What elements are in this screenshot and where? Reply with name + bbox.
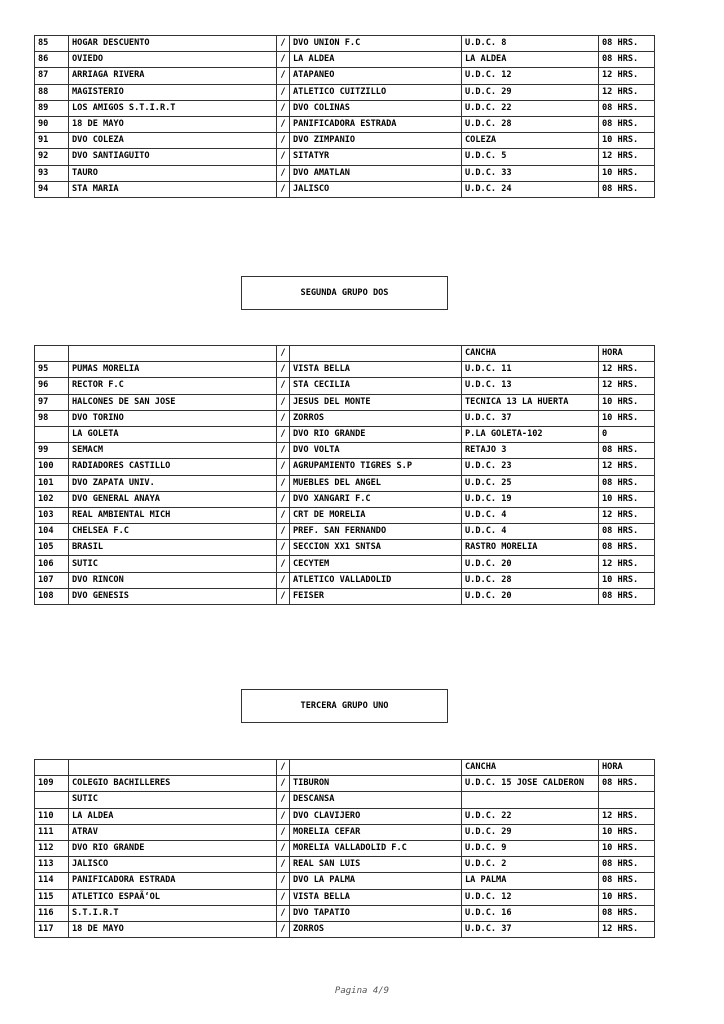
venue-cell: U.D.C. 28 [462,116,599,132]
venue-cell: U.D.C. 24 [462,181,599,197]
away-team-cell: VISTA BELLA [290,889,462,905]
away-team-cell: SECCION XX1 SNTSA [290,540,462,556]
time-cell: 08 HRS. [599,116,655,132]
home-team-cell: HOGAR DESCUENTO [69,36,277,52]
home-team-cell: DVO RIO GRANDE [69,840,277,856]
away-team-cell [290,346,462,362]
time-cell: 12 HRS. [599,84,655,100]
away-team-cell: ATLETICO VALLADOLID [290,572,462,588]
time-cell: HORA [599,346,655,362]
home-team-cell: JALISCO [69,857,277,873]
time-cell: 12 HRS. [599,362,655,378]
home-team-cell: MAGISTERIO [69,84,277,100]
separator-cell: / [277,378,290,394]
away-team-cell: LA ALDEA [290,52,462,68]
separator-cell: / [277,165,290,181]
time-cell: 12 HRS. [599,507,655,523]
away-team-cell: DVO COLINAS [290,100,462,116]
away-team-cell: SITATYR [290,149,462,165]
table-header-row [35,760,655,776]
match-number-cell: 86 [35,52,69,68]
away-team-cell: VISTA BELLA [290,362,462,378]
page-footer: Pagina 4/9 [334,986,390,996]
match-number-cell: 96 [35,378,69,394]
table-row [35,889,655,905]
separator-cell: / [277,588,290,604]
match-number-cell: 117 [35,921,69,937]
home-team-cell: PUMAS MORELIA [69,362,277,378]
away-team-cell: REAL SAN LUIS [290,857,462,873]
venue-cell: RETAJO 3 [462,443,599,459]
home-team-cell: BRASIL [69,540,277,556]
match-number-cell: 113 [35,857,69,873]
away-team-cell: DVO TAPATIO [290,905,462,921]
separator-cell: / [277,857,290,873]
away-team-cell: DVO ZIMPANIO [290,133,462,149]
separator-cell: / [277,426,290,442]
home-team-cell: HALCONES DE SAN JOSE [69,394,277,410]
separator-cell: / [277,100,290,116]
match-number-cell: 95 [35,362,69,378]
venue-cell: U.D.C. 16 [462,905,599,921]
separator-cell: / [277,572,290,588]
separator-cell: / [277,556,290,572]
time-cell: 10 HRS. [599,572,655,588]
table-row [35,475,655,491]
time-cell: 12 HRS. [599,459,655,475]
match-number-cell: 106 [35,556,69,572]
away-team-cell: CECYTEM [290,556,462,572]
home-team-cell: SUTIC [69,556,277,572]
separator-cell: / [277,133,290,149]
venue-cell: U.D.C. 13 [462,378,599,394]
table-row [35,149,655,165]
venue-cell: U.D.C. 12 [462,68,599,84]
home-team-cell: DVO TORINO [69,410,277,426]
group-title: SEGUNDA GRUPO DOS [300,288,389,298]
away-team-cell: DVO LA PALMA [290,873,462,889]
venue-cell: U.D.C. 29 [462,84,599,100]
home-team-cell: SUTIC [69,792,277,808]
table-row [35,540,655,556]
schedule-table-body [35,36,655,198]
time-cell: 10 HRS. [599,889,655,905]
time-cell: 12 HRS. [599,68,655,84]
match-number-cell: 105 [35,540,69,556]
venue-cell: U.D.C. 23 [462,459,599,475]
time-cell: 08 HRS. [599,524,655,540]
away-team-cell: DVO CLAVIJERO [290,808,462,824]
venue-cell: U.D.C. 22 [462,100,599,116]
home-team-cell: PANIFICADORA ESTRADA [69,873,277,889]
table-row [35,556,655,572]
away-team-cell: DESCANSA [290,792,462,808]
separator-cell: / [277,394,290,410]
match-number-cell: 101 [35,475,69,491]
time-cell: 08 HRS. [599,776,655,792]
separator-cell: / [277,443,290,459]
away-team-cell: DVO XANGARI F.C [290,491,462,507]
separator-cell: / [277,905,290,921]
away-team-cell: DVO UNION F.C [290,36,462,52]
separator-cell: / [277,52,290,68]
time-cell: 08 HRS. [599,475,655,491]
venue-cell: U.D.C. 25 [462,475,599,491]
table-row [35,181,655,197]
home-team-cell: COLEGIO BACHILLERES [69,776,277,792]
time-cell: 08 HRS. [599,36,655,52]
table-row [35,378,655,394]
venue-cell: U.D.C. 29 [462,824,599,840]
separator-cell: / [277,873,290,889]
table-row [35,426,655,442]
table-row [35,443,655,459]
venue-cell: U.D.C. 15 JOSE CALDERON [462,776,599,792]
schedule-table-1 [34,35,655,198]
time-cell [599,792,655,808]
match-number-cell: 111 [35,824,69,840]
match-number-cell: 99 [35,443,69,459]
away-team-cell: DVO AMATLAN [290,165,462,181]
separator-cell: / [277,776,290,792]
separator-cell: / [277,459,290,475]
away-team-cell: PREF. SAN FERNANDO [290,524,462,540]
time-cell: 10 HRS. [599,824,655,840]
table-row [35,362,655,378]
match-number-cell: 94 [35,181,69,197]
separator-cell: / [277,540,290,556]
separator-cell: / [277,507,290,523]
separator-cell: / [277,824,290,840]
away-team-cell: ATLETICO CUITZILLO [290,84,462,100]
table-row [35,792,655,808]
home-team-cell: ATRAV [69,824,277,840]
away-team-cell: CRT DE MORELIA [290,507,462,523]
home-team-cell: LA GOLETA [69,426,277,442]
time-cell: 10 HRS. [599,165,655,181]
group-title-box [241,689,448,723]
home-team-cell: DVO COLEZA [69,133,277,149]
separator-cell: / [277,362,290,378]
separator-cell: / [277,840,290,856]
table-row [35,410,655,426]
schedule-table-2 [34,345,655,605]
home-team-cell: DVO RINCON [69,572,277,588]
time-cell: 10 HRS. [599,410,655,426]
separator-cell: / [277,491,290,507]
venue-cell: CANCHA [462,760,599,776]
time-cell: 12 HRS. [599,378,655,394]
venue-cell [462,792,599,808]
home-team-cell [69,760,277,776]
schedule-table-3 [34,759,655,938]
table-row [35,459,655,475]
match-number-cell: 90 [35,116,69,132]
venue-cell: U.D.C. 19 [462,491,599,507]
home-team-cell: STA MARIA [69,181,277,197]
match-number-cell: 107 [35,572,69,588]
match-number-cell [35,346,69,362]
match-number-cell: 108 [35,588,69,604]
table-row [35,165,655,181]
home-team-cell: DVO GENESIS [69,588,277,604]
match-number-cell: 92 [35,149,69,165]
match-number-cell [35,760,69,776]
away-team-cell: JESUS DEL MONTE [290,394,462,410]
away-team-cell: PANIFICADORA ESTRADA [290,116,462,132]
venue-cell: LA PALMA [462,873,599,889]
table-row [35,524,655,540]
table-row [35,84,655,100]
time-cell: 12 HRS. [599,556,655,572]
match-number-cell: 87 [35,68,69,84]
away-team-cell: DVO VOLTA [290,443,462,459]
table-row [35,824,655,840]
away-team-cell: MORELIA CEFAR [290,824,462,840]
separator-cell: / [277,475,290,491]
match-number-cell [35,792,69,808]
home-team-cell: DVO SANTIAGUITO [69,149,277,165]
home-team-cell: ATLETICO ESPAÃ‘OL [69,889,277,905]
match-number-cell: 102 [35,491,69,507]
match-number-cell: 109 [35,776,69,792]
venue-cell: U.D.C. 22 [462,808,599,824]
away-team-cell: TIBURON [290,776,462,792]
time-cell: 08 HRS. [599,181,655,197]
match-number-cell: 91 [35,133,69,149]
separator-cell: / [277,181,290,197]
table-row [35,873,655,889]
match-number-cell: 115 [35,889,69,905]
time-cell: 08 HRS. [599,540,655,556]
home-team-cell: LOS AMIGOS S.T.I.R.T [69,100,277,116]
venue-cell: U.D.C. 20 [462,556,599,572]
venue-cell: U.D.C. 9 [462,840,599,856]
away-team-cell: MUEBLES DEL ANGEL [290,475,462,491]
venue-cell: U.D.C. 12 [462,889,599,905]
match-number-cell: 100 [35,459,69,475]
match-number-cell: 103 [35,507,69,523]
match-number-cell: 116 [35,905,69,921]
table-row [35,776,655,792]
table-row [35,840,655,856]
home-team-cell: SEMACM [69,443,277,459]
time-cell: 0 [599,426,655,442]
separator-cell: / [277,116,290,132]
match-number-cell: 97 [35,394,69,410]
home-team-cell: RECTOR F.C [69,378,277,394]
match-number-cell: 98 [35,410,69,426]
venue-cell: U.D.C. 37 [462,410,599,426]
separator-cell: / [277,889,290,905]
venue-cell: LA ALDEA [462,52,599,68]
away-team-cell: MORELIA VALLADOLID F.C [290,840,462,856]
time-cell: 10 HRS. [599,133,655,149]
venue-cell: COLEZA [462,133,599,149]
away-team-cell: DVO RIO GRANDE [290,426,462,442]
match-number-cell: 114 [35,873,69,889]
separator-cell: / [277,346,290,362]
home-team-cell: S.T.I.R.T [69,905,277,921]
away-team-cell [290,760,462,776]
separator-cell: / [277,149,290,165]
table-row [35,491,655,507]
home-team-cell: DVO GENERAL ANAYA [69,491,277,507]
time-cell: 12 HRS. [599,921,655,937]
venue-cell: U.D.C. 28 [462,572,599,588]
venue-cell: U.D.C. 2 [462,857,599,873]
table-header-row [35,346,655,362]
separator-cell: / [277,68,290,84]
table-row [35,507,655,523]
away-team-cell: STA CECILIA [290,378,462,394]
venue-cell: U.D.C. 4 [462,524,599,540]
home-team-cell: REAL AMBIENTAL MICH [69,507,277,523]
venue-cell: P.LA GOLETA-102 [462,426,599,442]
separator-cell: / [277,792,290,808]
table-row [35,905,655,921]
away-team-cell: JALISCO [290,181,462,197]
table-row [35,588,655,604]
time-cell: 08 HRS. [599,857,655,873]
group-title-box [241,276,448,310]
table-row [35,572,655,588]
group-title: TERCERA GRUPO UNO [300,701,389,711]
match-number-cell: 88 [35,84,69,100]
time-cell: HORA [599,760,655,776]
time-cell: 10 HRS. [599,491,655,507]
separator-cell: / [277,410,290,426]
home-team-cell [69,346,277,362]
match-number-cell: 85 [35,36,69,52]
venue-cell: TECNICA 13 LA HUERTA [462,394,599,410]
table-row [35,921,655,937]
venue-cell: U.D.C. 33 [462,165,599,181]
table-row [35,100,655,116]
time-cell: 08 HRS. [599,588,655,604]
away-team-cell: ZORROS [290,921,462,937]
away-team-cell: ZORROS [290,410,462,426]
home-team-cell: 18 DE MAYO [69,116,277,132]
home-team-cell: RADIADORES CASTILLO [69,459,277,475]
separator-cell: / [277,84,290,100]
table-row [35,116,655,132]
venue-cell: U.D.C. 37 [462,921,599,937]
table-row [35,394,655,410]
table-row [35,68,655,84]
time-cell: 10 HRS. [599,394,655,410]
separator-cell: / [277,808,290,824]
match-number-cell: 93 [35,165,69,181]
separator-cell: / [277,921,290,937]
match-number-cell: 104 [35,524,69,540]
home-team-cell: LA ALDEA [69,808,277,824]
home-team-cell: DVO ZAPATA UNIV. [69,475,277,491]
venue-cell: U.D.C. 5 [462,149,599,165]
table-row [35,808,655,824]
away-team-cell: ATAPANEO [290,68,462,84]
time-cell: 12 HRS. [599,808,655,824]
time-cell: 08 HRS. [599,100,655,116]
separator-cell: / [277,36,290,52]
table-row [35,36,655,52]
time-cell: 10 HRS. [599,840,655,856]
venue-cell: U.D.C. 8 [462,36,599,52]
venue-cell: U.D.C. 11 [462,362,599,378]
time-cell: 08 HRS. [599,905,655,921]
home-team-cell: 18 DE MAYO [69,921,277,937]
away-team-cell: FEISER [290,588,462,604]
time-cell: 12 HRS. [599,149,655,165]
table-row [35,857,655,873]
time-cell: 08 HRS. [599,873,655,889]
home-team-cell: CHELSEA F.C [69,524,277,540]
table-row [35,52,655,68]
schedule-table-body [35,760,655,938]
schedule-table-body [35,346,655,605]
time-cell: 08 HRS. [599,52,655,68]
venue-cell: RASTRO MORELIA [462,540,599,556]
time-cell: 08 HRS. [599,443,655,459]
home-team-cell: ARRIAGA RIVERA [69,68,277,84]
home-team-cell: TAURO [69,165,277,181]
venue-cell: U.D.C. 4 [462,507,599,523]
separator-cell: / [277,760,290,776]
home-team-cell: OVIEDO [69,52,277,68]
away-team-cell: AGRUPAMIENTO TIGRES S.P [290,459,462,475]
table-row [35,133,655,149]
venue-cell: U.D.C. 20 [462,588,599,604]
separator-cell: / [277,524,290,540]
match-number-cell: 110 [35,808,69,824]
match-number-cell: 89 [35,100,69,116]
match-number-cell: 112 [35,840,69,856]
venue-cell: CANCHA [462,346,599,362]
match-number-cell [35,426,69,442]
